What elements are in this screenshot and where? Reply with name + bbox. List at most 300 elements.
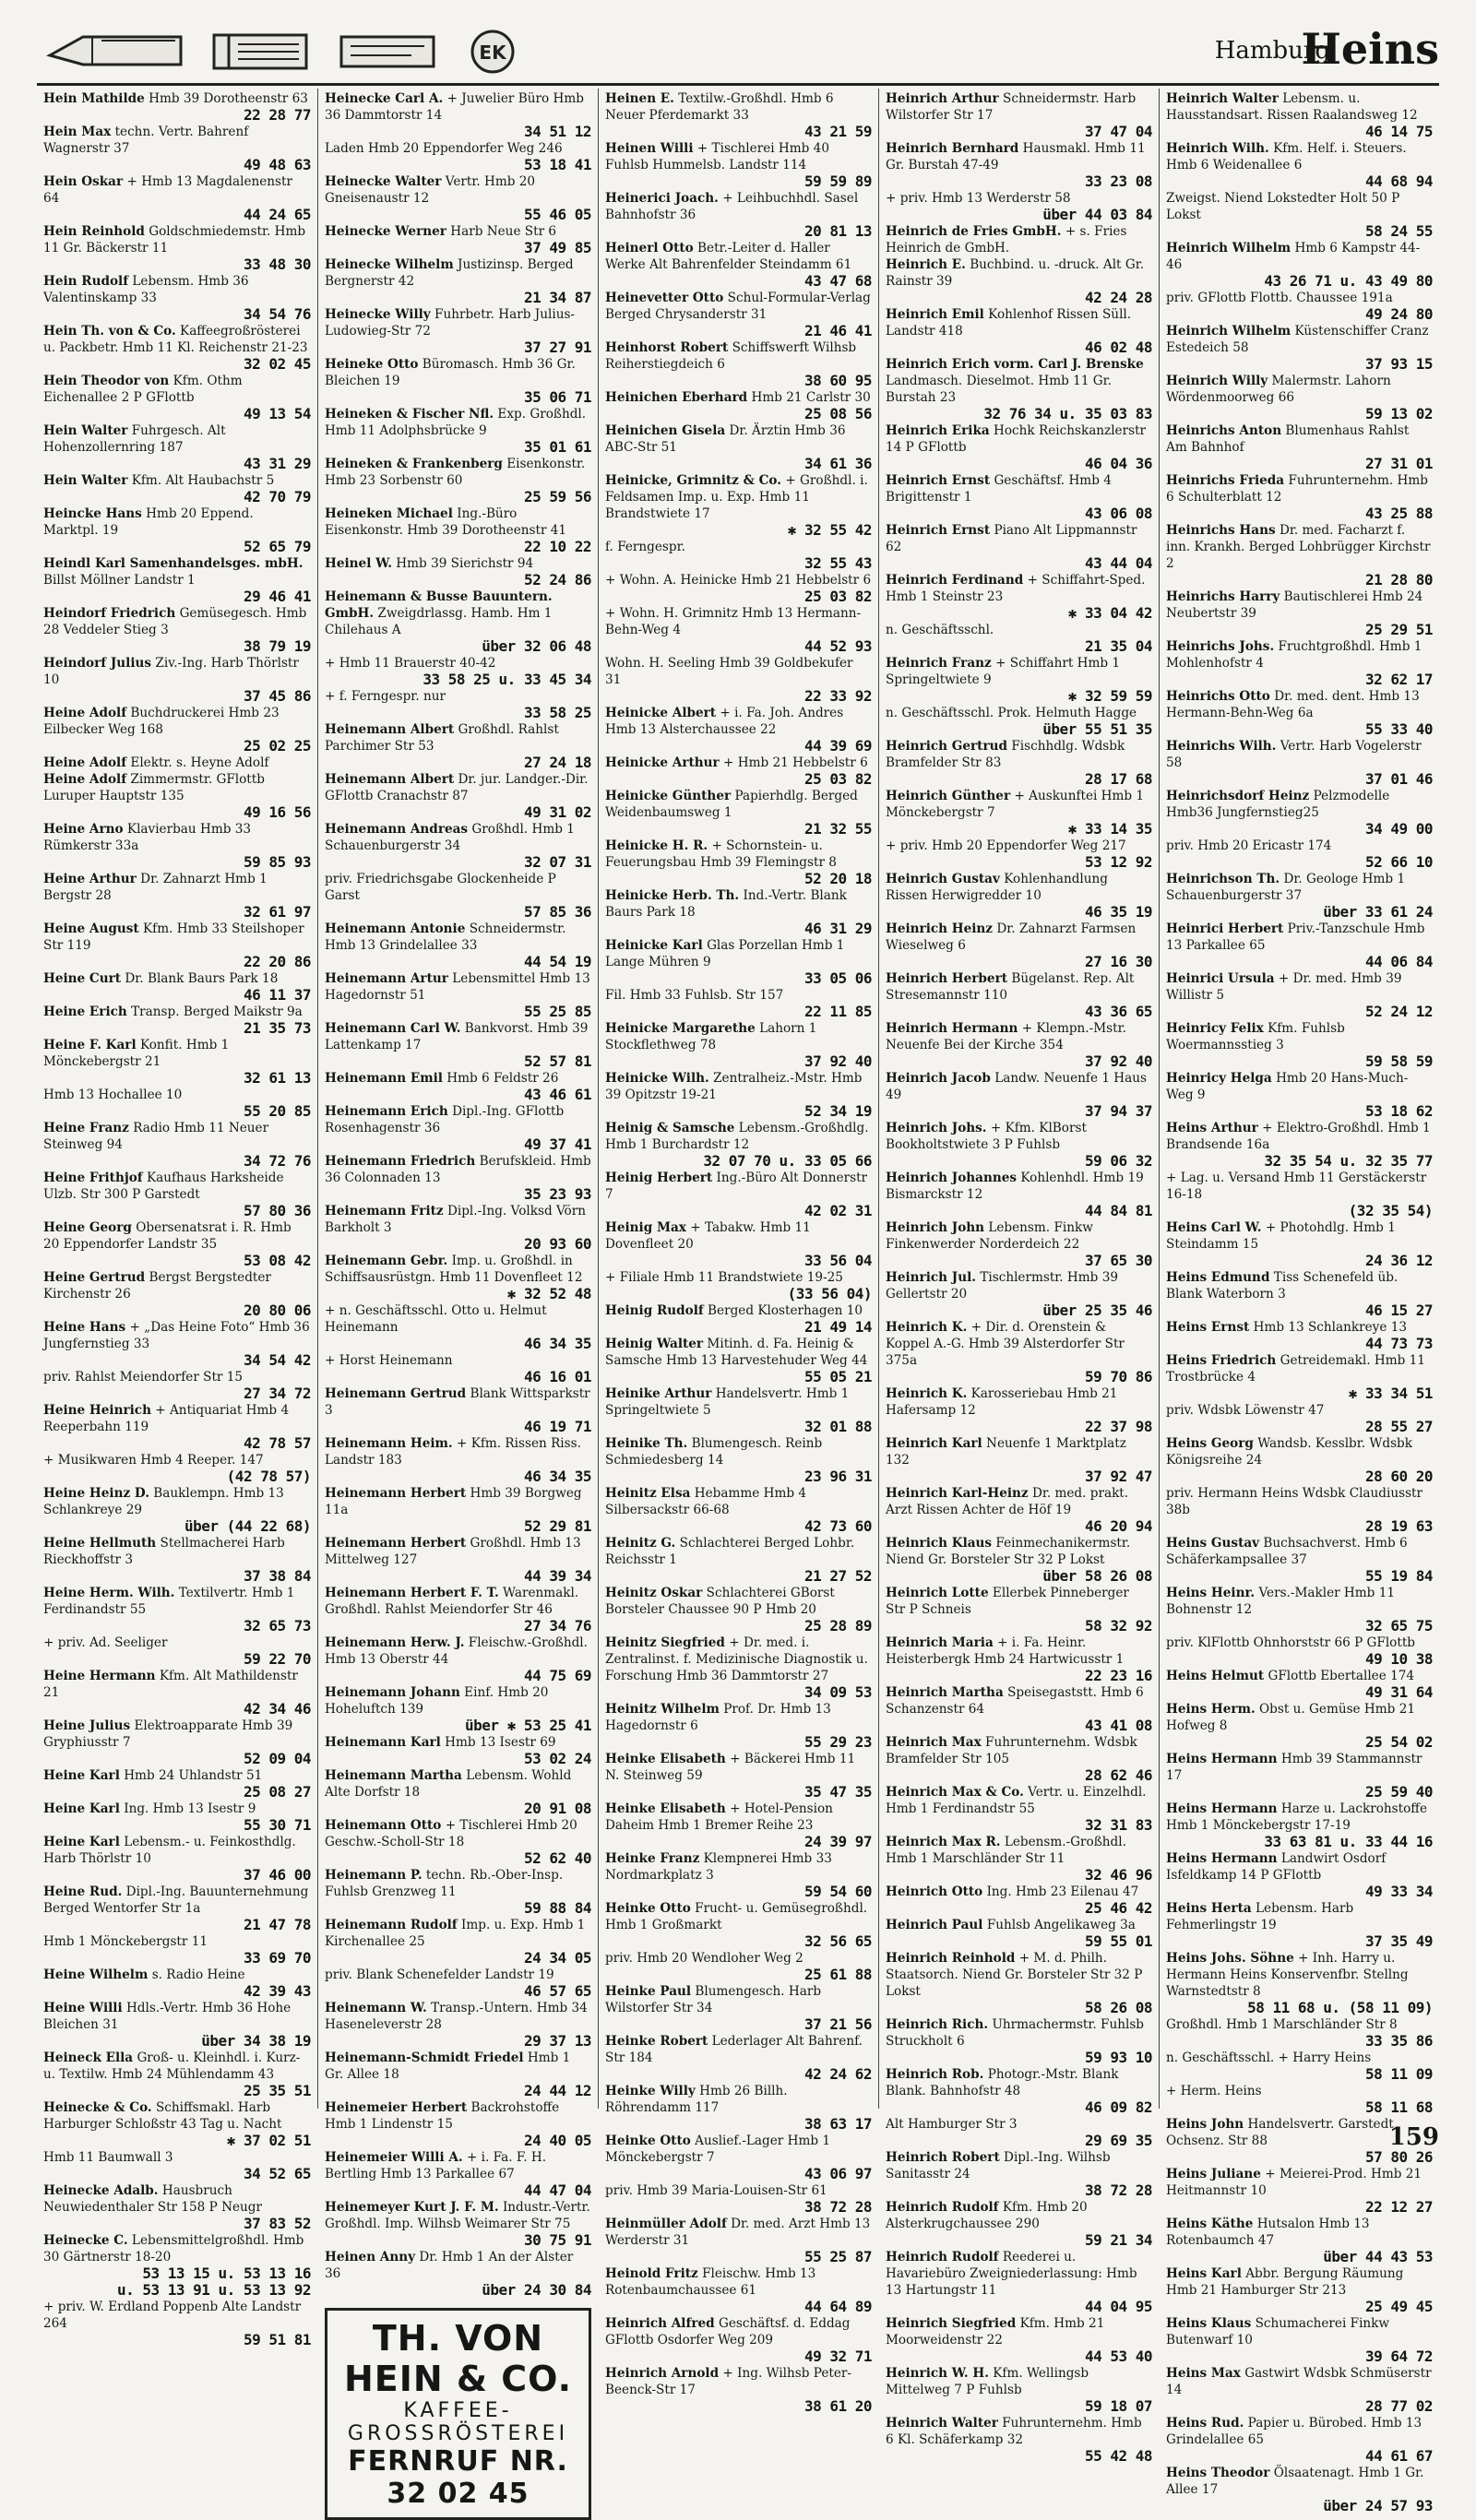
entry-text: Gemüsegesch. Hmb 28 Veddeler Stieg 3: [43, 606, 307, 637]
entry-phone: 25 49 45: [1364, 2298, 1433, 2315]
entry-name: Heine Hans: [43, 1320, 126, 1335]
directory-entry: [325, 1585, 591, 1634]
directory-entry: [605, 2133, 872, 2182]
entry-phone: 52 62 40: [523, 1849, 591, 1867]
entry-phone: 25 61 88: [803, 1966, 872, 1983]
entry-text: Hmb 13 Hochallee 10: [43, 1088, 183, 1102]
directory-entry: [325, 1734, 591, 1767]
directory-entry: [325, 1302, 591, 1352]
entry-name: Heine Julius: [43, 1718, 131, 1733]
entry-name: Heinrich Hermann: [886, 1021, 1018, 1036]
directory-entry: [325, 2199, 591, 2249]
entry-name: Heineken & Frankenberg: [325, 457, 503, 471]
entry-text: Speisegaststt. Hmb 6 Schanzenstr 64: [886, 1685, 1144, 1717]
entry-text: Kfm. Alt Mathildenstr 21: [43, 1669, 298, 1700]
entry-name: Heinemann Andreas: [325, 822, 469, 837]
directory-entry: [605, 1219, 872, 1269]
directory-entry: [325, 721, 591, 771]
directory-entry: [325, 871, 591, 921]
entry-phone: 49 13 54: [243, 405, 311, 422]
entry-name: Hein Theodor von: [43, 374, 170, 388]
entry-phone: 52 09 04: [243, 1750, 311, 1767]
entry-text: Priv.-Tanzschule Hmb 13 Parkallee 65: [1166, 921, 1425, 953]
directory-entry: [325, 1103, 591, 1153]
entry-text: Dr. Zahnarzt Hmb 1 Bergstr 28: [43, 872, 268, 903]
entry-name: Heinrich Arthur: [886, 91, 999, 106]
entry-name: Heinrich W. H.: [886, 2366, 989, 2381]
directory-entry: [1166, 1900, 1433, 1950]
entry-text: Hebamme Hmb 4 Silbersackstr 66-68: [605, 1486, 807, 1517]
directory-entry: [886, 1319, 1152, 1385]
entry-name: Hein Oskar: [43, 174, 124, 189]
entry-text: + Tischlerei Hmb 40 Fuhlsb Hummelsb. Landstr 114: [605, 141, 829, 172]
entry-name: Heinrich Reinhold: [886, 1951, 1016, 1966]
directory-entry: [43, 705, 311, 755]
entry-text: Frucht- u. Gemüsegroßhdl. Hmb 1 Großmarkt: [605, 1901, 868, 1932]
entry-phone: 29 69 35: [1084, 2132, 1152, 2149]
entry-phone: 25 35 51: [243, 2082, 311, 2099]
entry-name: Heinichen Eberhard: [605, 390, 748, 405]
entry-phone: 33 35 86: [1364, 2032, 1433, 2050]
entry-text: Hmb 20 Hans-Much-Weg 9: [1166, 1071, 1409, 1102]
entry-phone: über 58 26 08: [1042, 1567, 1152, 1585]
entry-text: Klempnerei Hmb 33 Nordmarkplatz 3: [605, 1851, 832, 1883]
entry-text: Dipl.-Ing. Volksd Vörn Barkholt 3: [325, 1204, 586, 1235]
entry-name: Heinrichs Otto: [1166, 689, 1270, 704]
entry-text: Alt Hamburger Str 3: [886, 2117, 1018, 2132]
entry-name: Heinemann Karl: [325, 1735, 441, 1750]
ruler-icon: [46, 28, 184, 76]
entry-name: Heinrich Erich vorm. Carl J. Brenske: [886, 357, 1144, 372]
entry-text: + Horst Heinemann: [325, 1353, 453, 1368]
entry-phone: 46 20 94: [1084, 1517, 1152, 1535]
entry-name: Heinrich Wilhelm: [1166, 241, 1292, 256]
entry-name: Heine Erich: [43, 1004, 127, 1019]
entry-name: Heins Klaus: [1166, 2316, 1252, 2331]
entry-text: Lebensm. Finkw Finkenwerder Norderdeich 22: [886, 1220, 1093, 1252]
entry-text: Ind.-Vertr. Blank Baurs Park 18: [605, 888, 847, 920]
directory-entry: [1166, 140, 1433, 190]
entry-name: Heinig Max: [605, 1220, 686, 1235]
entry-phone: 37 01 46: [1364, 770, 1433, 788]
directory-entry: [325, 2149, 591, 2199]
entry-text: Hausbruch Neuwiedenthaler Str 158 P Neugr: [43, 2183, 262, 2215]
entry-phone: 59 88 84: [523, 1899, 591, 1917]
entry-name: Heinitz G.: [605, 1536, 676, 1551]
advertisement: [325, 2308, 591, 2520]
entry-text: + Großhdl. i. Feldsamen Imp. u. Exp. Hmb 11 Brandstwiete 17: [605, 473, 868, 521]
directory-entry: [1166, 1850, 1433, 1900]
entry-phone: 44 53 40: [1084, 2348, 1152, 2365]
entry-phone: 38 79 19: [243, 637, 311, 655]
directory-entry: [605, 422, 872, 472]
entry-text: Dr. med. prakt. Arzt Rissen Achter de Höf 19: [886, 1486, 1129, 1517]
entry-text: priv. Friedrichsgabe Glockenheide P Garst: [325, 872, 556, 903]
entry-name: Heinemann Albert: [325, 722, 455, 737]
entry-name: Heinecke Walter: [325, 174, 442, 189]
directory-entry: [605, 1850, 872, 1900]
entry-text: Lebensmittelgroßhdl. Hmb 30 Gärtnerstr 18-20: [43, 2233, 304, 2264]
entry-phone: 59 85 93: [243, 853, 311, 871]
entry-name: Heins Heinr.: [1166, 1586, 1256, 1600]
entry-name: Heinemeier Herbert: [325, 2100, 468, 2115]
entry-name: Heine August: [43, 921, 139, 936]
entry-text: Dr. Blank Baurs Park 18: [125, 971, 279, 986]
entry-name: Heinrich Lotte: [886, 1586, 989, 1600]
directory-entry: [43, 323, 311, 373]
entry-phone: ✱ 32 59 59: [1067, 687, 1152, 705]
entry-phone: 21 35 04: [1084, 637, 1152, 655]
directory-entry: [886, 1120, 1152, 1170]
directory-entry: [325, 1485, 591, 1535]
directory-entry: [886, 2016, 1152, 2066]
entry-name: Heinrichs Harry: [1166, 589, 1280, 604]
entry-text: + Schiffahrt Hmb 1 Springeltwiete 9: [886, 656, 1121, 687]
entry-phone: 25 02 25: [243, 737, 311, 755]
entry-name: Heine Wilhelm: [43, 1967, 149, 1982]
directory-entry: [325, 1070, 591, 1103]
directory-entry: [43, 1801, 311, 1834]
entry-text: Backrohstoffe Hmb 1 Lindenstr 15: [325, 2100, 560, 2132]
entry-text: Wandsb. Kesslbr. Wdsbk Königsreihe 24: [1166, 1436, 1412, 1468]
directory-entry: [43, 223, 311, 273]
entry-text: Kohlenhdl. Hmb 19 Bismarckstr 12: [886, 1171, 1144, 1202]
directory-entry: [325, 2000, 591, 2050]
entry-name: Heinig Herbert: [605, 1171, 713, 1185]
directory-entry: [605, 1983, 872, 2033]
entry-text: Groß- u. Kleinhdl. i. Kurz- u. Textilw. Hmb 24 Mühlendamm 43: [43, 2050, 301, 2082]
directory-entry: [325, 1917, 591, 1967]
entry-text: Zimmermstr. GFlottb Luruper Hauptstr 135: [43, 772, 265, 803]
entry-text: Papierhdlg. Berged Weidenbaumsweg 1: [605, 789, 858, 820]
entry-text: Glas Porzellan Hmb 1 Lange Mühren 9: [605, 938, 845, 969]
directory-entry: [605, 755, 872, 788]
entry-phone: 37 94 37: [1084, 1102, 1152, 1120]
entry-phone: 32 65 75: [1364, 1617, 1433, 1634]
entry-text: Hmb 39 Sierichstr 94: [396, 556, 534, 571]
entry-text: Hmb 21 Carlstr 30: [751, 390, 871, 405]
entry-text: Prof. Dr. Hmb 13 Hagedornstr 6: [605, 1702, 831, 1733]
entry-phone: über 32 06 48: [482, 637, 591, 655]
directory-entry: [886, 1435, 1152, 1485]
entry-name: Heinrich Heinz: [886, 921, 994, 936]
entry-phone: 37 92 40: [1084, 1052, 1152, 1070]
entry-phone: ✱ 32 55 42: [787, 521, 872, 539]
directory-entry: [43, 821, 311, 871]
entry-phone: 46 09 82: [1084, 2098, 1152, 2116]
entry-phone: 33 56 04: [803, 1252, 872, 1269]
entry-phone: 27 16 30: [1084, 953, 1152, 970]
entry-phone: 24 44 12: [523, 2082, 591, 2099]
entry-name: Heinrich Günther: [886, 789, 1011, 803]
directory-entry: [605, 389, 872, 422]
entry-text: + Ing. Wilhsb Peter-Beenck-Str 17: [605, 2366, 851, 2397]
entry-text: + Wohn. H. Grimnitz Hmb 13 Hermann-Behn-Weg 4: [605, 606, 862, 637]
entry-text: Kfm. Hmb 21 Moorweidenstr 22: [886, 2316, 1105, 2348]
entry-name: Heinemann & Busse Bauuntern. GmbH.: [325, 589, 553, 621]
directory-entry: [1166, 2365, 1433, 2415]
entry-text: Bauklempn. Hmb 13 Schlankreye 29: [43, 1486, 284, 1517]
entry-name: Heinecke Carl A.: [325, 91, 444, 106]
entry-phone: 53 18 62: [1364, 1102, 1433, 1120]
entry-phone: 58 11 68 u. (58 11 09): [1247, 1999, 1433, 2016]
entry-phone: 55 46 05: [523, 206, 591, 223]
directory-entry: [325, 1435, 591, 1485]
entry-phone: 32 55 43: [803, 554, 872, 572]
entry-text: + i. Fa. Joh. Andres Hmb 13 Alsterchaussee 22: [605, 706, 844, 737]
directory-entry: [886, 140, 1152, 190]
directory-entry: [43, 771, 311, 821]
entry-name: Heins Hermann: [1166, 1752, 1278, 1766]
entry-text: priv. Hmb 20 Ericastr 174: [1166, 838, 1332, 853]
entry-phone: 25 59 40: [1364, 1783, 1433, 1801]
entry-phone: 34 49 00: [1364, 820, 1433, 838]
entry-text: Lebensm. u. Hausstandsart. Rissen Raalandsweg 12: [1166, 91, 1418, 123]
entry-text: Schumacherei Finkw Butenwarf 10: [1166, 2316, 1390, 2348]
directory-entry: [886, 705, 1152, 738]
directory-entry: [43, 1834, 311, 1884]
entry-name: Heinold Fritz: [605, 2266, 698, 2281]
entry-name: Heinrich Johannes: [886, 1171, 1018, 1185]
directory-entry: [1166, 1485, 1433, 1535]
entry-phone: 24 39 97: [803, 1833, 872, 1850]
entry-name: Heine Adolf: [43, 755, 127, 770]
directory-entry: [886, 1684, 1152, 1734]
entry-name: Heinicke Günther: [605, 789, 732, 803]
entry-text: Landwirt Osdorf Isfeldkamp 14 P GFlottb: [1166, 1851, 1387, 1883]
directory-entry: [605, 1336, 872, 1385]
directory-entry: [1166, 2216, 1433, 2265]
entry-name: Heine Herm. Wilh.: [43, 1586, 175, 1600]
entry-text: Hausmakl. Hmb 11 Gr. Burstah 47-49: [886, 141, 1146, 172]
entry-phone: 44 75 69: [523, 1667, 591, 1684]
entry-name: Heine Gertrud: [43, 1270, 146, 1285]
entry-phone: 46 19 71: [523, 1418, 591, 1435]
entry-name: Heine Arthur: [43, 872, 137, 886]
entry-text: + f. Ferngespr. nur: [325, 689, 446, 704]
entry-name: Heinrich Otto: [886, 1884, 983, 1899]
entry-name: Heine Heinrich: [43, 1403, 151, 1418]
entry-phone: 21 32 55: [803, 820, 872, 838]
directory-entry: [43, 422, 311, 472]
entry-name: Heinemann Martha: [325, 1768, 462, 1783]
entry-phone: 59 06 32: [1084, 1152, 1152, 1170]
entry-phone: 55 25 85: [523, 1003, 591, 1020]
directory-entry: [43, 1933, 311, 1967]
entry-phone: 46 04 36: [1084, 455, 1152, 472]
directory-entry: [325, 1967, 591, 2000]
entry-phone: u. 53 13 91 u. 53 13 92: [116, 2281, 311, 2299]
entry-name: Heinemann Erich: [325, 1104, 448, 1119]
directory-entry: [43, 1884, 311, 1933]
entry-phone: 58 26 08: [1084, 1999, 1152, 2016]
directory-entry: [605, 1020, 872, 1070]
entry-text: n. Geschäftsschl. + Harry Heins: [1166, 2050, 1372, 2065]
directory-entry: [43, 1219, 311, 1269]
entry-text: priv. Hmb 39 Maria-Louisen-Str 61: [605, 2183, 827, 2198]
entry-phone: über 24 30 84: [482, 2281, 591, 2299]
directory-entry: [605, 1435, 872, 1485]
entry-text: Piano Alt Lippmannstr 62: [886, 523, 1137, 554]
entry-name: Heinevetter Otto: [605, 291, 724, 305]
directory-entry: [886, 970, 1152, 1020]
directory-entry: [325, 1817, 591, 1867]
entry-name: Heinen Anny: [325, 2250, 416, 2264]
entry-name: Heinicke Arthur: [605, 755, 720, 770]
entry-name: Heine Karl: [43, 1801, 120, 1816]
entry-phone: 34 09 53: [803, 1683, 872, 1701]
entry-name: Heinrich John: [886, 1220, 985, 1235]
entry-phone: 44 39 34: [523, 1567, 591, 1585]
entry-phone: 49 10 38: [1364, 1650, 1433, 1668]
entry-text: Bügelanst. Rep. Alt Stresemannstr 110: [886, 971, 1135, 1003]
entry-text: + Hmb 11 Brauerstr 40-42: [325, 656, 496, 671]
entry-name: Heinrich Rudolf: [886, 2200, 999, 2215]
entry-name: Heinen E.: [605, 91, 674, 106]
entry-phone: 22 11 85: [803, 1003, 872, 1020]
entry-text: Ziv.-Ing. Harb Thörlstr 10: [43, 656, 299, 687]
directory-entry: [43, 1120, 311, 1170]
entry-phone: 44 68 94: [1364, 172, 1433, 190]
entry-name: Heine Franz: [43, 1121, 129, 1135]
directory-entry: [325, 1634, 591, 1684]
entry-text: Exp. Großhdl. Hmb 11 Adolphsbrücke 9: [325, 407, 587, 438]
directory-entry: [886, 190, 1152, 223]
entry-text: priv. Hmb 20 Wendloher Weg 2: [605, 1951, 803, 1966]
entry-phone: 33 63 81 u. 33 44 16: [1264, 1833, 1433, 1850]
entry-phone: 55 20 85: [243, 1102, 311, 1120]
entry-text: Fuhrunternehm. Wdsbk Bramfelder Str 105: [886, 1735, 1137, 1766]
entry-name: Heinke Elisabeth: [605, 1801, 726, 1816]
entry-name: Heinemann Albert: [325, 772, 455, 787]
page-header: [37, 17, 1439, 81]
entry-phone: über 44 03 84: [1042, 206, 1152, 223]
directory-entry: [605, 887, 872, 937]
entry-text: Dr. Geologe Hmb 1 Schauenburgerstr 37: [1166, 872, 1406, 903]
entry-text: + Dr. med. Hmb 39 Willistr 5: [1166, 971, 1402, 1003]
entry-phone: 37 21 56: [803, 2015, 872, 2033]
directory-entry: [605, 838, 872, 887]
entry-name: Heineke Otto: [325, 357, 419, 372]
directory-columns: [37, 89, 1439, 2514]
entry-name: Heinecke C.: [43, 2233, 128, 2248]
header-rule: [37, 83, 1439, 86]
entry-phone: 32 61 97: [243, 903, 311, 921]
entry-phone: 52 29 81: [523, 1517, 591, 1535]
directory-entry: [886, 655, 1152, 705]
entry-text: Bankvorst. Hmb 39 Lattenkamp 17: [325, 1021, 589, 1052]
entry-text: Transp.-Untern. Hmb 34 Haseneleverstr 28: [325, 2001, 588, 2032]
entry-text: Fuhrbetr. Harb Julius-Ludowieg-Str 72: [325, 307, 576, 339]
entry-phone: 33 05 06: [803, 969, 872, 987]
entry-name: Heins Georg: [1166, 1436, 1254, 1451]
entry-name: Heine Karl: [43, 1835, 120, 1849]
entry-text: Großhdl. Rahlst Parchimer Str 53: [325, 722, 559, 754]
entry-phone: 32 01 88: [803, 1418, 872, 1435]
directory-entry: [886, 788, 1152, 838]
entry-text: Konfit. Hmb 1 Mönckebergstr 21: [43, 1038, 230, 1069]
entry-name: Heinicke Margarethe: [605, 1021, 756, 1036]
entry-name: Heinke Robert: [605, 2034, 708, 2049]
entry-name: Heins Theodor: [1166, 2466, 1270, 2480]
entry-text: + n. Geschäftsschl. Otto u. Helmut Heinemann: [325, 1303, 547, 1335]
directory-entry: [43, 605, 311, 655]
directory-entry: [605, 140, 872, 190]
entry-text: Gastwirt Wdsbk Schmüserstr 14: [1166, 2366, 1432, 2397]
entry-text: + Meierei-Prod. Hmb 21 Heitmannstr 10: [1166, 2167, 1422, 2198]
entry-name: Heinemann Herw. J.: [325, 1635, 465, 1650]
entry-name: Heinemann W.: [325, 2001, 427, 2015]
directory-entry: [1166, 921, 1433, 970]
entry-text: Lebensm. Wohld Alte Dorfstr 18: [325, 1768, 572, 1800]
entry-phone: 28 17 68: [1084, 770, 1152, 788]
entry-name: Heinke Elisabeth: [605, 1752, 726, 1766]
entry-text: + Klempn.-Mstr. Neuenfe Bei der Kirche 354: [886, 1021, 1126, 1052]
entry-phone: 38 61 20: [803, 2397, 872, 2415]
entry-text: Fleischw. Hmb 13 Rotenbaumchaussee 61: [605, 2266, 816, 2298]
entry-phone: 42 02 31: [803, 1202, 872, 1219]
entry-text: + „Das Heine Foto“ Hmb 36 Jungfernstieg 33: [43, 1320, 310, 1351]
directory-entry: [605, 2033, 872, 2083]
directory-entry: [605, 788, 872, 838]
entry-text: Harb Neue Str 6: [450, 224, 557, 239]
entry-name: Hein Th. von & Co.: [43, 324, 176, 339]
entry-phone: 52 34 19: [803, 1102, 872, 1120]
entry-phone: 46 35 19: [1084, 903, 1152, 921]
directory-entry: [43, 1037, 311, 1087]
entry-name: Heinemann Otto: [325, 1818, 442, 1833]
directory-entry: [605, 1950, 872, 1983]
entry-name: Heins Friedrich: [1166, 1353, 1277, 1368]
entry-phone: 22 28 77: [243, 106, 311, 124]
directory-entry: [1166, 1950, 1433, 2016]
entry-text: Ing. Hmb 13 Isestr 9: [124, 1801, 256, 1816]
entry-text: Küstenschiffer Cranz Estedeich 58: [1166, 324, 1429, 355]
directory-entry: [886, 2116, 1152, 2149]
directory-entry: [1166, 738, 1433, 788]
entry-phone: 46 02 48: [1084, 339, 1152, 356]
directory-entry: [43, 2182, 311, 2232]
entry-text: Lebensm.-Großhdl. Hmb 1 Marschländer Str 11: [886, 1835, 1126, 1866]
entry-phone: 57 80 26: [1364, 2148, 1433, 2166]
directory-entry: [886, 1385, 1152, 1435]
entry-phone: 38 72 28: [803, 2198, 872, 2216]
entry-text: Hmb 1 Mönckebergstr 11: [43, 1934, 208, 1949]
entry-text: priv. Rahlst Meiendorfer Str 15: [43, 1370, 244, 1385]
entry-name: Heineken & Fischer Nfl.: [325, 407, 494, 422]
entry-name: Heinichen Gisela: [605, 423, 726, 438]
entry-text: + Elektro-Großhdl. Hmb 1 Brandsende 16a: [1166, 1121, 1431, 1152]
entry-phone: 37 27 91: [523, 339, 591, 356]
directory-entry: [886, 2199, 1152, 2249]
directory-entry: [1166, 240, 1433, 290]
entry-text: Fruchtgroßhdl. Hmb 1 Mohlenhofstr 4: [1166, 639, 1422, 671]
entry-name: Heinike Arthur: [605, 1386, 712, 1401]
entry-name: Heineken Michael: [325, 506, 453, 521]
entry-text: Blumengesch. Reinb Schmiedesberg 14: [605, 1436, 823, 1468]
entry-text: Geschäftsf. Hmb 4 Brigittenstr 1: [886, 473, 1112, 505]
entry-phone: 34 61 36: [803, 455, 872, 472]
entry-name: Heinricy Helga: [1166, 1071, 1272, 1086]
entry-text: Dr. jur. Landger.-Dir. GFlottb Cranachstr 87: [325, 772, 589, 803]
entry-text: Dipl.-Ing. GFlottb Rosenhagenstr 36: [325, 1104, 565, 1135]
entry-text: Hmb 1 Gr. Allee 18: [325, 2050, 571, 2082]
entry-name: Heinemann Herbert: [325, 1486, 467, 1501]
ad-line3: FERNRUF NR. 32 02 45: [348, 2445, 568, 2510]
directory-entry: [43, 655, 311, 705]
entry-name: Heinrich Klaus: [886, 1536, 993, 1551]
entry-text: Kfm. Hmb 33 Steilshoper Str 119: [43, 921, 304, 953]
